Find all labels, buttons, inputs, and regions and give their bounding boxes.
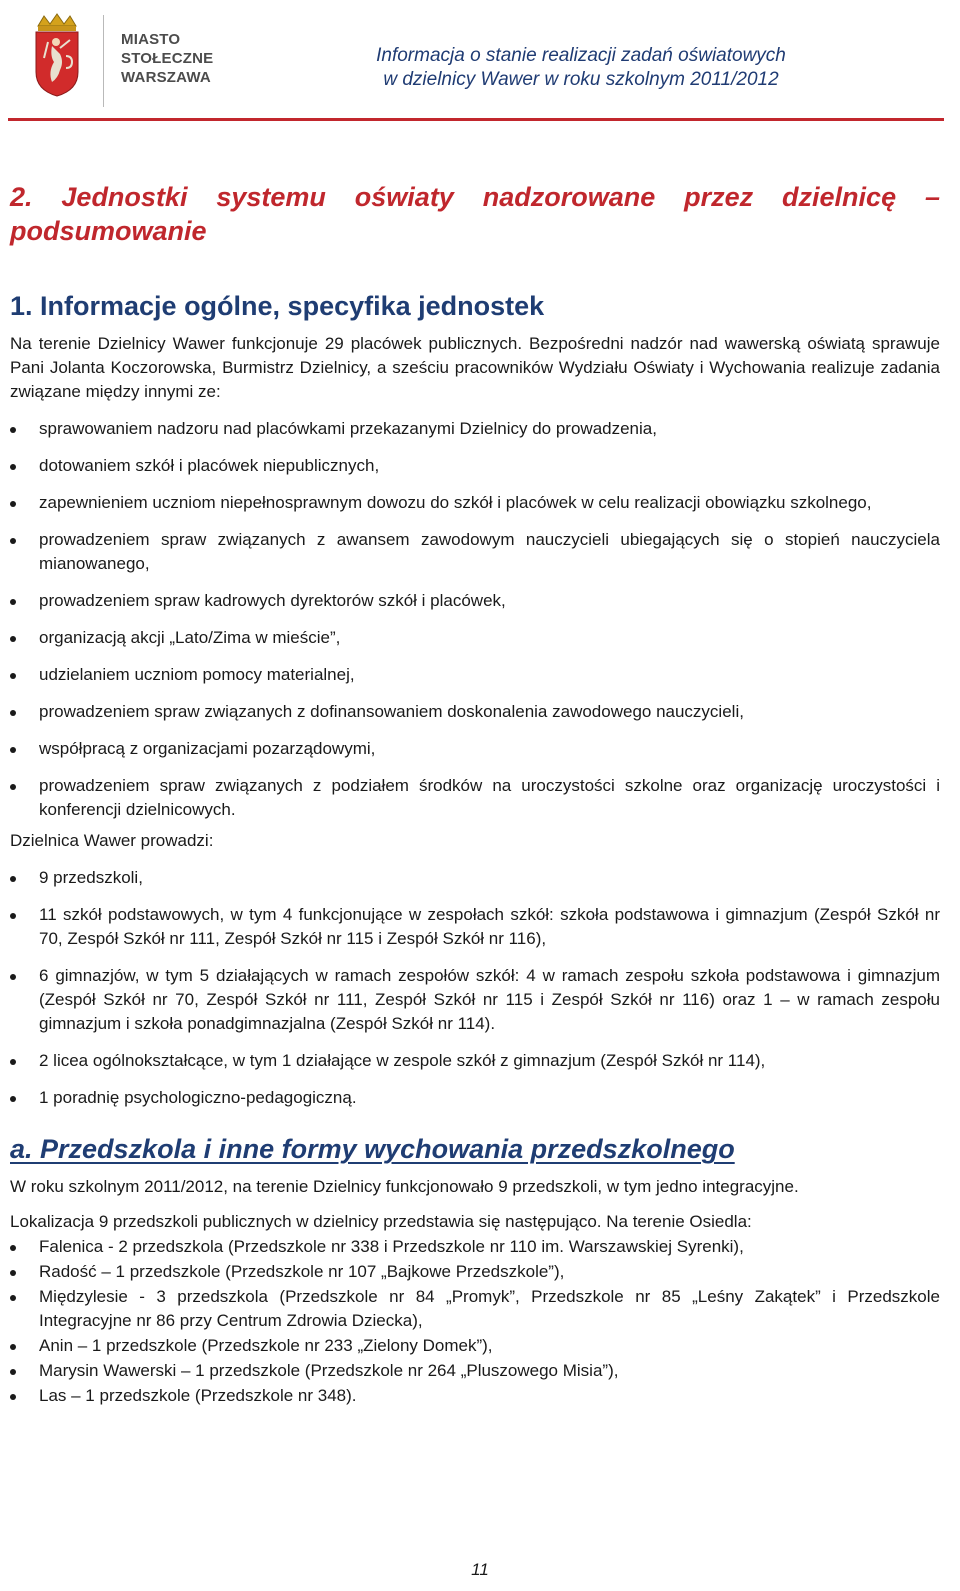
list-item-text: 6 gimnazjów, w tym 5 działających w ramach zespołów szkół: 4 w ramach zespołu szkoła podstawowa i gimnazjum (Zespół Szkół nr 70, Zespół Szkół nr 111, Zespół Szkół nr 115 i Zespół Szkół nr 116) oraz 1 – w ramach zespołu gimnazjum i szkoła ponadgimnazjalna (Zespół Szkół nr 114). <box>39 966 940 1033</box>
header-rule <box>8 118 944 121</box>
list-item-text: dotowaniem szkół i placówek niepublicznych, <box>39 456 380 475</box>
list-item <box>10 964 940 1036</box>
bullet-icon <box>10 913 16 919</box>
header-divider <box>103 15 104 107</box>
list-item-text: Anin – 1 przedszkole (Przedszkole nr 233 „Zielony Domek”), <box>39 1336 493 1355</box>
list-item <box>10 700 940 724</box>
warsaw-coat-of-arms-icon <box>30 12 84 98</box>
list-item <box>10 1049 940 1073</box>
institutions-list <box>10 866 940 1110</box>
list-item <box>10 589 940 613</box>
subsection-a-heading: a. Przedszkola i inne formy wychowania przedszkolnego <box>10 1134 735 1164</box>
list-item <box>10 1235 940 1259</box>
list-item <box>10 1359 940 1383</box>
preschool-count-paragraph: W roku szkolnym 2011/2012, na terenie Dzielnicy funkcjonowało 9 przedszkoli, w tym jedno integracyjne. <box>10 1177 799 1196</box>
list-item <box>10 903 940 951</box>
list-item <box>10 626 940 650</box>
location-intro-paragraph: Lokalizacja 9 przedszkoli publicznych w dzielnicy przedstawia się następująco. Na terenie Osiedla: <box>10 1212 752 1231</box>
city-wordmark <box>121 30 213 87</box>
section-heading: 2. Jednostki systemu oświaty nadzorowane przez dzielnicę – podsumowanie <box>10 182 940 246</box>
document-title-line: Informacja o stanie realizacji zadań oświatowych <box>376 45 786 66</box>
bullet-icon <box>10 1394 16 1400</box>
list-item-text: Las – 1 przedszkole (Przedszkole nr 348). <box>39 1386 357 1405</box>
bullet-icon <box>10 974 16 980</box>
list-item-text: Międzylesie - 3 przedszkola (Przedszkole nr 84 „Promyk”, Przedszkole nr 85 „Leśny Zakątek” i Przedszkole Integracyjne nr 86 przy Centrum Zdrowia Dziecka), <box>39 1287 940 1330</box>
bullet-icon <box>10 876 16 882</box>
list-item <box>10 491 940 515</box>
bullet-icon <box>10 1096 16 1102</box>
list-item <box>10 528 940 576</box>
list-item <box>10 1260 940 1284</box>
list-item-text: Falenica - 2 przedszkola (Przedszkole nr 338 i Przedszkole nr 110 im. Warszawskiej Syrenki), <box>39 1237 744 1256</box>
list-item <box>10 1285 940 1333</box>
bullet-icon <box>10 1369 16 1375</box>
list-item <box>10 866 940 890</box>
city-line: WARSZAWA <box>121 69 211 86</box>
list-item-text: 9 przedszkoli, <box>39 868 143 887</box>
bullet-icon <box>10 538 16 544</box>
list-item-text: prowadzeniem spraw związanych z dofinansowaniem doskonalenia zawodowego nauczycieli, <box>39 702 744 721</box>
bullet-icon <box>10 464 16 470</box>
list-item-text: prowadzeniem spraw kadrowych dyrektorów szkół i placówek, <box>39 591 506 610</box>
list-item-text: zapewnieniem uczniom niepełnosprawnym dowozu do szkół i placówek w celu realizacji obowiązku szkolnego, <box>39 493 872 512</box>
bullet-icon <box>10 1059 16 1065</box>
list-item-text: sprawowaniem nadzoru nad placówkami przekazanymi Dzielnicy do prowadzenia, <box>39 419 657 438</box>
list-item-text: 11 szkół podstawowych, w tym 4 funkcjonujące w zespołach szkół: szkoła podstawowa i gimnazjum (Zespół Szkół nr 70, Zespół Szkół nr 111, Zespół Szkół nr 115 i Zespół Szkół nr 116), <box>39 905 940 948</box>
bullet-icon <box>10 784 16 790</box>
list-item <box>10 663 940 687</box>
list-item-text: Marysin Wawerski – 1 przedszkole (Przedszkole nr 264 „Pluszowego Misia”), <box>39 1361 619 1380</box>
city-line: MIASTO <box>121 31 181 48</box>
list-item-text: współpracą z organizacjami pozarządowymi, <box>39 739 376 758</box>
list-item-text: organizacją akcji „Lato/Zima w mieście”, <box>39 628 341 647</box>
bullet-icon <box>10 1295 16 1301</box>
document-title-line: w dzielnicy Wawer w roku szkolnym 2011/2012 <box>383 69 779 90</box>
list-item <box>10 1384 940 1408</box>
page-content <box>10 180 940 1408</box>
list-item <box>10 454 940 478</box>
city-line: STOŁECZNE <box>121 50 214 67</box>
subsection-heading: 1. Informacje ogólne, specyfika jednostek <box>10 291 545 321</box>
list-item-text: 1 poradnię psychologiczno-pedagogiczną. <box>39 1088 357 1107</box>
bullet-icon <box>10 710 16 716</box>
bullet-icon <box>10 636 16 642</box>
bullet-icon <box>10 1344 16 1350</box>
tasks-list <box>10 417 940 822</box>
list-item-text: prowadzeniem spraw związanych z awansem zawodowym nauczycieli ubiegających się o stopień nauczyciela mianowanego, <box>39 530 940 573</box>
list-item-text: udzielaniem uczniom pomocy materialnej, <box>39 665 355 684</box>
document-title <box>355 44 807 92</box>
list-item <box>10 417 940 441</box>
list-item-text: Radość – 1 przedszkole (Przedszkole nr 107 „Bajkowe Przedszkole”), <box>39 1262 565 1281</box>
bullet-icon <box>10 427 16 433</box>
list-item <box>10 737 940 761</box>
page-header <box>0 0 960 126</box>
bullet-icon <box>10 501 16 507</box>
list-item-text: 2 licea ogólnokształcące, w tym 1 działające w zespole szkół z gimnazjum (Zespół Szkół nr 114), <box>39 1051 766 1070</box>
page-number: 11 <box>471 1560 489 1579</box>
bullet-icon <box>10 673 16 679</box>
list-item <box>10 1334 940 1358</box>
list-item-text: prowadzeniem spraw związanych z podziałem środków na uroczystości szkolne oraz organizację uroczystości i konferencji dzielnicowych. <box>39 776 940 819</box>
bullet-icon <box>10 1245 16 1251</box>
runs-intro: Dzielnica Wawer prowadzi: <box>10 831 214 850</box>
bullet-icon <box>10 599 16 605</box>
locations-list <box>10 1235 940 1408</box>
bullet-icon <box>10 747 16 753</box>
list-item <box>10 1086 940 1110</box>
bullet-icon <box>10 1270 16 1276</box>
list-item <box>10 774 940 822</box>
intro-paragraph: Na terenie Dzielnicy Wawer funkcjonuje 29 placówek publicznych. Bezpośredni nadzór nad wawerską oświatą sprawuje Pani Jolanta Koczorowska, Burmistrz Dzielnicy, a sześciu pracowników Wydziału Oświaty i Wychowania realizuje zadania związane między innymi ze: <box>10 334 940 401</box>
